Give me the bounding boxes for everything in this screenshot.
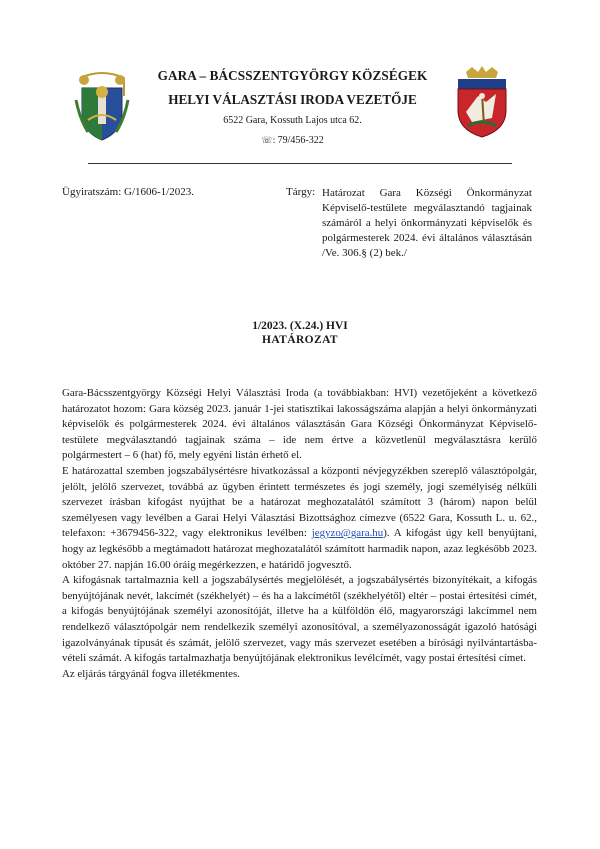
office-name-line2: HELYI VÁLASZTÁSI IRODA VEZETŐJE [168,92,417,107]
email-link[interactable]: jegyzo@gara.hu [311,527,384,540]
office-phone [140,135,445,146]
office-name-line1: GARA – BÁCSSZENTGYÖRGY KÖZSÉGEK [157,68,428,83]
subject-label: Tárgy: [286,186,316,198]
coat-of-arms-gara-icon [74,70,130,142]
paragraph-fee-exemption: Az eljárás tárgyánál fogva illetékmentes. [62,667,240,680]
appeal-text-start: E határozattal szemben jogszabálysértésre hivatkozással a központi névjegyzékben szereplő választópolgár, jelölt, jelölő szervezet, továbbá az ügyben érintett természetes és jogi személy, jogi személyiség nélküli szervezet írásban kifogást nyújthat be a határozat meghozatalától számított 3 (három) napon belül személyesen vagy levélben a Garai Helyi Választási Bizottsághoz címezve (6522 Gara, Kossuth L. u. 62., telefaxon: +3679456-322, vagy elektronikus levélben: [62,464,537,540]
decision-body [62,386,537,682]
office-address: 6522 Gara, Kossuth Lajos utca 62. [223,115,362,126]
telephone-icon: ☏: [261,136,276,146]
paragraph-appeal-contents: A kifogásnak tartalmaznia kell a jogszabálysértés megjelölését, a jogszabálysértés bizonyítékait, a kifogás benyújtójának nevét, lakcímét (székhelyét) – és ha a lakcímétől (székhelyétől) eltér – postai értesítési címét, a kifogás benyújtójának személyi azonosítóját, illetve ha a külföldön élő, magyarországi lakcímmel nem rendelkező választópolgár nem rendelkezik személyi azonosítóval, a személyazonosságát igazoló hatósági igazolványának típusát és számát, jelölő szervezet, vagy más szervezet esetében a bírósági nyilvántartásba-vételi számát. A kifogás tartalmazhatja benyújtójának elektronikus levélcímét, vagy postai értesítési címet. [62,574,537,665]
decision-number: 1/2023. (X.24.) HVI [252,320,348,332]
subject-text: Határozat Gara Községi Önkormányzat Képviselő-testülete megválasztandó tagjainak számáról a helyi önkormányzati képviselők és polgármesterek 2024. évi általános választásán /Ve. 306.§ (2) bek./ [322,187,532,259]
file-number: Ügyiratszám: G/1606-1/2023. [62,186,194,198]
paragraph-appeal [62,464,537,573]
header-divider [88,163,512,164]
decision-heading: HATÁROZAT [261,334,338,346]
appeal-text-end: ). A kifogást úgy kell benyújtani, hogy az legkésőbb a megtámadott határozat meghozatalától számított harmadik napon, azaz legkésőbb 2023. október 27. napján 16.00 óráig megérkezzen, e határidő jogvesztő. [62,527,537,571]
paragraph-decision: Gara-Bácsszentgyörgy Községi Helyi Választási Iroda (a továbbiakban: HVI) vezetőjeként a következő határozatot hozom: Gara község 2023. január 1-jei statisztikai lakosságszáma alapján a helyi önkormányzati képviselők és polgármesterek 2024. évi általános választásán Gara Községi Önkormányzat Képviselő-testülete megválasztandó tagjainak száma – ide nem értve a közvetlenül megválasztásra kerülő polgármestert – 6 (hat) fő, mely egyéni listán érhető el. [62,387,537,462]
coat-of-arms-bacsszentgyorgy-icon [452,66,512,138]
phone-number: 79/456-322 [277,135,324,146]
